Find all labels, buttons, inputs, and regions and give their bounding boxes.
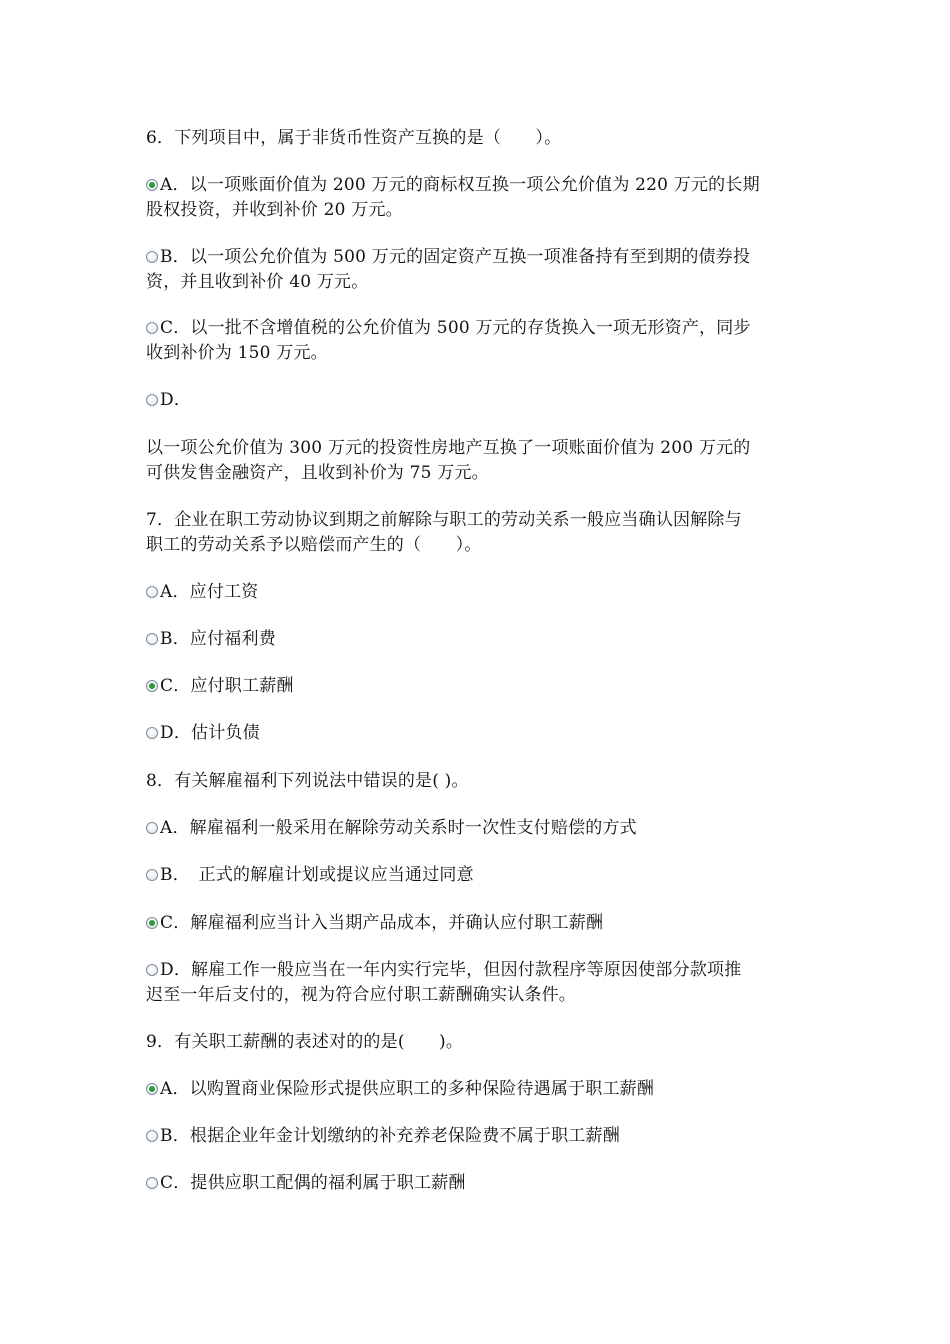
question-9-option-b[interactable]: B．根据企业年金计划缴纳的补充养老保险费不属于职工薪酬 xyxy=(146,1124,620,1149)
question-6-option-c[interactable]: C．以一批不含增值税的公允价值为 500 万元的存货换入一项无形资产，同步 xyxy=(146,316,751,341)
radio-checked-icon[interactable] xyxy=(146,917,158,929)
question-7-option-a[interactable]: A．应付工资 xyxy=(146,580,258,605)
question-6-option-b-cont: 资，并且收到补价 40 万元。 xyxy=(146,272,369,292)
question-7-option-b[interactable]: B．应付福利费 xyxy=(146,627,276,652)
radio-icon[interactable] xyxy=(146,1130,158,1142)
radio-icon[interactable] xyxy=(146,964,158,976)
radio-icon[interactable] xyxy=(146,727,158,739)
question-6-option-d[interactable]: D． xyxy=(146,388,191,413)
question-8-option-c[interactable]: C．解雇福利应当计入当期产品成本，并确认应付职工薪酬 xyxy=(146,911,603,936)
question-7-option-c[interactable]: C．应付职工薪酬 xyxy=(146,674,294,699)
radio-checked-icon[interactable] xyxy=(146,1083,158,1095)
question-8-option-b[interactable]: B． 正式的解雇计划或提议应当通过同意 xyxy=(146,863,474,888)
radio-icon[interactable] xyxy=(146,586,158,598)
question-6-extra-text: 可供发售金融资产，且收到补价为 75 万元。 xyxy=(146,463,489,483)
question-8-option-d-cont: 迟至一年后支付的，视为符合应付职工薪酬确实认条件。 xyxy=(146,985,576,1005)
question-7-stem: 职工的劳动关系予以赔偿而产生的（ ）。 xyxy=(146,535,482,555)
question-6-stem: 6．下列项目中，属于非货币性资产互换的是（ ）。 xyxy=(146,128,562,148)
radio-icon[interactable] xyxy=(146,322,158,334)
question-9-stem: 9．有关职工薪酬的表述对的的是( )。 xyxy=(146,1032,464,1052)
radio-icon[interactable] xyxy=(146,822,158,834)
radio-checked-icon[interactable] xyxy=(146,179,158,191)
question-6-option-b[interactable]: B．以一项公允价值为 500 万元的固定资产互换一项准备持有至到期的债券投 xyxy=(146,245,750,270)
question-7-stem: 7．企业在职工劳动协议到期之前解除与职工的劳动关系一般应当确认因解除与 xyxy=(146,510,742,530)
question-6-option-c-cont: 收到补价为 150 万元。 xyxy=(146,343,328,363)
question-8-stem: 8．有关解雇福利下列说法中错误的是( )。 xyxy=(146,771,469,791)
question-8-option-d[interactable]: D．解雇工作一般应当在一年内实行完毕，但因付款程序等原因使部分款项推 xyxy=(146,958,741,983)
radio-checked-icon[interactable] xyxy=(146,680,158,692)
question-6-extra-text: 以一项公允价值为 300 万元的投资性房地产互换了一项账面价值为 200 万元的 xyxy=(146,438,751,458)
radio-icon[interactable] xyxy=(146,869,158,881)
radio-icon[interactable] xyxy=(146,1177,158,1189)
question-6-option-a-cont: 股权投资，并收到补价 20 万元。 xyxy=(146,200,403,220)
question-8-option-a[interactable]: A．解雇福利一般采用在解除劳动关系时一次性支付赔偿的方式 xyxy=(146,816,637,841)
radio-icon[interactable] xyxy=(146,633,158,645)
question-9-option-a[interactable]: A．以购置商业保险形式提供应职工的多种保险待遇属于职工薪酬 xyxy=(146,1077,654,1102)
question-9-option-c[interactable]: C．提供应职工配偶的福利属于职工薪酬 xyxy=(146,1171,466,1196)
radio-icon[interactable] xyxy=(146,394,158,406)
radio-icon[interactable] xyxy=(146,251,158,263)
question-7-option-d[interactable]: D．估计负债 xyxy=(146,721,260,746)
question-6-option-a[interactable]: A．以一项账面价值为 200 万元的商标权互换一项公允价值为 220 万元的长期 xyxy=(146,173,760,198)
